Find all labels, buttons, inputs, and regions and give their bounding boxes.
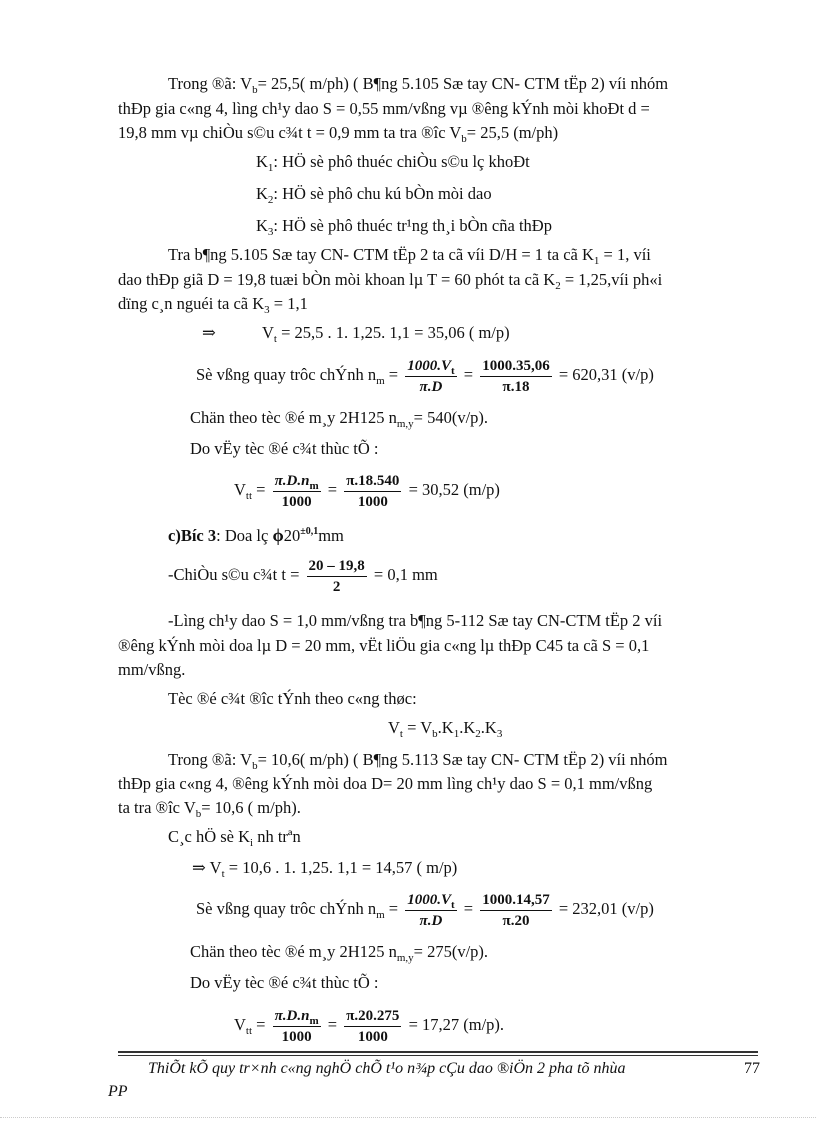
subscript: b [195, 808, 202, 820]
implies-arrow-icon [202, 323, 216, 343]
text: = 232,01 (v/p) [554, 899, 654, 918]
text: Sè vßng quay trôc chÝnh n [196, 365, 377, 384]
text: 20 [283, 526, 301, 545]
text: : HÖ sè phô thuéc tr¹ng th¸i bÒn cña thÐp [273, 216, 552, 235]
text: = 10,6 . 1. 1,25. 1,1 = 14,57 ( m/p) [224, 858, 458, 877]
text: = [252, 1015, 270, 1034]
footer-title-continued: PP [108, 1083, 128, 1100]
text: Do vËy tèc ®é c¾t thùc tÕ : [190, 439, 379, 458]
text-line [168, 689, 417, 709]
text-line [168, 750, 667, 770]
subscript: b [461, 133, 467, 145]
subscript: m,y [396, 952, 414, 964]
denominator: π.20 [502, 912, 530, 929]
text-line [190, 942, 488, 962]
text: ®êng kÝnh mòi doa lµ D = 20 mm, vËt liÖu gia c«ng lµ thÐp C45 ta cã S = 0,1 [118, 636, 650, 655]
text: = 17,27 (m/p). [404, 1015, 505, 1034]
text: = 540(v/p). [413, 408, 489, 427]
text-line [118, 99, 650, 119]
text: = 1,1 [269, 294, 308, 313]
footer-rule [118, 1051, 758, 1053]
text: = [323, 1015, 342, 1034]
text: nh trªn [253, 827, 301, 846]
footer-title: ThiÕt kÕ quy tr×nh c«ng nghÖ chÕ t¹o n¾p cÇu dao ®iÖn 2 pha tõ nhùa [148, 1060, 626, 1077]
text: Do vËy tèc ®é c¾t thùc tÕ : [190, 973, 379, 992]
text: dïng c¸n nguéi ta cã K [118, 294, 265, 313]
subscript: t [221, 868, 225, 880]
fraction [480, 891, 552, 930]
heading: c)Bíc 3 [168, 526, 217, 545]
formula-depth [168, 555, 438, 596]
subscript: t [450, 364, 455, 377]
text: = 25,5 (m/ph) [466, 123, 559, 142]
page-number: 77 [744, 1060, 760, 1077]
formula-vt1 [262, 323, 510, 343]
text: = [384, 365, 403, 384]
text: V [388, 718, 400, 737]
subscript: 3 [267, 226, 274, 238]
text: = 25,5 . 1. 1,25. 1,1 = 35,06 ( m/p) [276, 323, 510, 342]
text: mm [318, 526, 344, 545]
text-line [168, 245, 651, 265]
formula-nm1 [196, 355, 654, 396]
text-line [190, 408, 488, 428]
phi-symbol: ϕ [272, 525, 284, 545]
text-line [118, 636, 649, 656]
subscript: t [450, 898, 455, 911]
subscript: m [309, 1014, 319, 1027]
subscript: 1 [593, 255, 600, 267]
text-line [118, 294, 308, 314]
text: thÐp gia c«ng 4, lìng ch¹y dao S = 0,55 mm/vßng vµ ®êng kÝnh mòi khoÐt d = [118, 99, 650, 118]
numerator: 1000.V [407, 891, 451, 908]
text: V [234, 1015, 246, 1034]
text: = 1, víi [599, 245, 651, 264]
denominator: 1000 [281, 1028, 312, 1045]
numerator: π.D.n [274, 1007, 310, 1024]
numerator: 20 – 19,8 [307, 557, 367, 577]
numerator: π.20.275 [344, 1007, 401, 1027]
text: = 30,52 (m/p) [404, 480, 500, 499]
text: mm/vßng. [118, 660, 186, 679]
text: : HÖ sè phô thuéc chiÒu s©u lç khoÐt [273, 152, 530, 171]
text-line [118, 660, 185, 680]
fraction [273, 472, 321, 511]
text-line [190, 439, 379, 459]
text: = [459, 365, 478, 384]
text: Chän theo tèc ®é m¸y 2H125 n [190, 408, 397, 427]
numerator: 1000.35,06 [480, 357, 552, 377]
fraction [405, 357, 456, 396]
subscript: 2 [555, 280, 561, 292]
denominator: 1000 [357, 493, 388, 510]
superscript: ±0,1 [300, 526, 319, 537]
text: = [459, 899, 478, 918]
subscript: 2 [267, 194, 274, 206]
formula-vtt1 [234, 470, 500, 511]
text: dao thÐp giã D = 19,8 tuæi bÒn mòi khoan lµ T = 60 phót ta cã K [118, 270, 556, 289]
text: : Doa lç [216, 526, 273, 545]
formula-vt2 [192, 858, 457, 878]
subscript: t [399, 728, 403, 740]
subscript: t [273, 333, 277, 345]
denominator: 1000 [281, 493, 312, 510]
text: .K [459, 718, 476, 737]
text-line [118, 774, 652, 794]
text: = 0,1 mm [369, 565, 438, 584]
subscript: m [309, 479, 319, 492]
subscript: tt [245, 1025, 253, 1037]
text: Chän theo tèc ®é m¸y 2H125 n [190, 942, 397, 961]
text: -ChiÒu s©u c¾t t = [168, 565, 304, 584]
arrow: ⇒ [202, 323, 216, 342]
k3-line [256, 216, 552, 236]
text: ta tra ®îc V [118, 798, 196, 817]
text: K [256, 152, 268, 171]
subscript: i [250, 837, 254, 849]
subscript: 3 [496, 728, 503, 740]
fraction [273, 1007, 321, 1046]
text: C¸c hÖ sè K [168, 827, 251, 846]
subscript: 2 [475, 728, 481, 740]
text: = [323, 480, 342, 499]
text: = 10,6( m/ph) ( B¶ng 5.113 Sæ tay CN- CTM tËp 2) víi nhóm [257, 750, 668, 769]
subscript: b [252, 760, 258, 772]
footer-rule [118, 1055, 758, 1056]
fraction [307, 557, 367, 596]
numerator: 1000.14,57 [480, 891, 552, 911]
text: = V [402, 718, 433, 737]
text: Tèc ®é c¾t ®îc tÝnh theo c«ng thøc: [168, 689, 417, 708]
text: Sè vßng quay trôc chÝnh n [196, 899, 377, 918]
text: = 25,5( m/ph) ( B¶ng 5.105 Sæ tay CN- CTM tËp 2) víi nhóm [257, 74, 669, 93]
text-line [190, 973, 379, 993]
denominator: π.D [419, 912, 443, 929]
numerator: π.D.n [274, 472, 310, 489]
text-line [168, 611, 662, 631]
fraction [344, 472, 401, 511]
text: Tra b¶ng 5.105 Sæ tay CN- CTM tËp 2 ta cã víi D/H = 1 ta cã K [168, 245, 594, 264]
formula-nm2 [196, 889, 654, 930]
subscript: 1 [267, 162, 274, 174]
text-line [118, 123, 558, 143]
subscript: m,y [396, 418, 414, 430]
subscript: b [432, 728, 438, 740]
k1-line [256, 152, 530, 172]
fraction [405, 891, 456, 930]
text: = 275(v/p). [413, 942, 489, 961]
text: .K [437, 718, 454, 737]
text: 19,8 mm vµ chiÒu s©u c¾t t = 0,9 mm ta tra ®îc V [118, 123, 462, 142]
text-line [118, 270, 662, 290]
page-edge [0, 1117, 816, 1118]
denominator: π.D [419, 378, 443, 395]
text-line [168, 827, 301, 847]
text: : HÖ sè phô chu kú bÒn mòi dao [273, 184, 492, 203]
text: = 620,31 (v/p) [554, 365, 654, 384]
numerator: 1000.V [407, 357, 451, 374]
numerator: π.18.540 [344, 472, 401, 492]
denominator: π.18 [502, 378, 530, 395]
denominator: 2 [332, 578, 341, 595]
denominator: 1000 [357, 1028, 388, 1045]
text: V [234, 480, 246, 499]
fraction [344, 1007, 401, 1046]
subscript: b [252, 84, 258, 96]
subscript: 3 [264, 304, 270, 316]
subscript: m [376, 909, 385, 921]
text: thÐp gia c«ng 4, ®êng kÝnh mòi doa D= 20 mm lìng ch¹y dao S = 0,1 mm/vßng [118, 774, 653, 793]
formula-vtt2 [234, 1005, 504, 1046]
text: -Lìng ch¹y dao S = 1,0 mm/vßng tra b¶ng 5-112 Sæ tay CN-CTM tËp 2 víi [168, 611, 663, 630]
text-line [168, 74, 668, 94]
text: = 10,6 ( m/ph). [201, 798, 301, 817]
subscript: m [376, 375, 385, 387]
subscript: 1 [453, 728, 460, 740]
text: K [256, 216, 268, 235]
k2-line [256, 184, 492, 204]
text: Trong ®ã: V [168, 750, 253, 769]
text: = [384, 899, 403, 918]
text: V [262, 323, 274, 342]
text: ⇒ V [192, 858, 222, 877]
formula-vt [388, 718, 502, 738]
text: K [256, 184, 268, 203]
text: = [252, 480, 270, 499]
text: .K [480, 718, 497, 737]
text: = 1,25,víi ph«i [560, 270, 663, 289]
text: Trong ®ã: V [168, 74, 253, 93]
fraction [480, 357, 552, 396]
text-line [118, 798, 301, 818]
step-3-heading [168, 525, 344, 546]
subscript: tt [245, 490, 253, 502]
